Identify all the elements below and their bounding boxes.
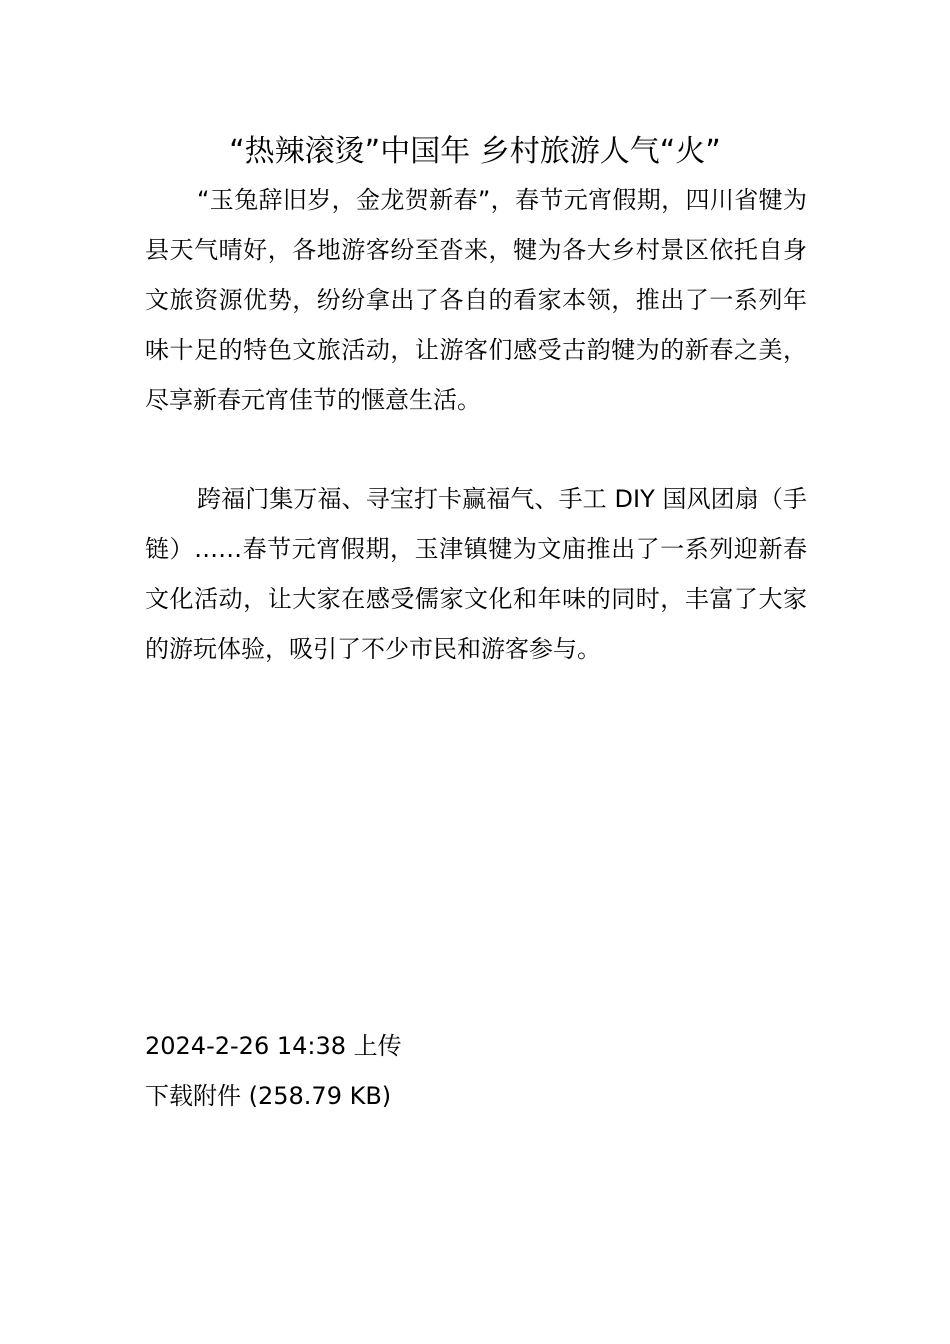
download-attachment-link[interactable]: 下载附件 (258.79 KB) xyxy=(145,1082,392,1110)
article-paragraph-1: “玉兔辞旧岁，金龙贺新春”，春节元宵假期，四川省犍为县天气晴好，各地游客纷至沓来，犍为各大乡村景区依托自身文旅资源优势，纷纷拿出了各自的看家本领，推出了一系列年味十足的特色文旅活动，让游客们感受古韵犍为的新春之美，尽享新春元宵佳节的惬意生活。 xyxy=(145,186,807,414)
upload-timestamp: 2024-2-26 14:38 上传 xyxy=(145,1032,402,1060)
article-paragraph-2: 跨福门集万福、寻宝打卡赢福气、手工 DIY 国风团扇（手链）……春节元宵假期，玉津镇犍为文庙推出了一系列迎新春文化活动，让大家在感受儒家文化和年味的同时，丰富了大家的游玩体验，吸引了不少市民和游客参与。 xyxy=(145,485,807,663)
article-title: “热辣滚烫”中国年 乡村旅游人气“火” xyxy=(229,134,721,169)
